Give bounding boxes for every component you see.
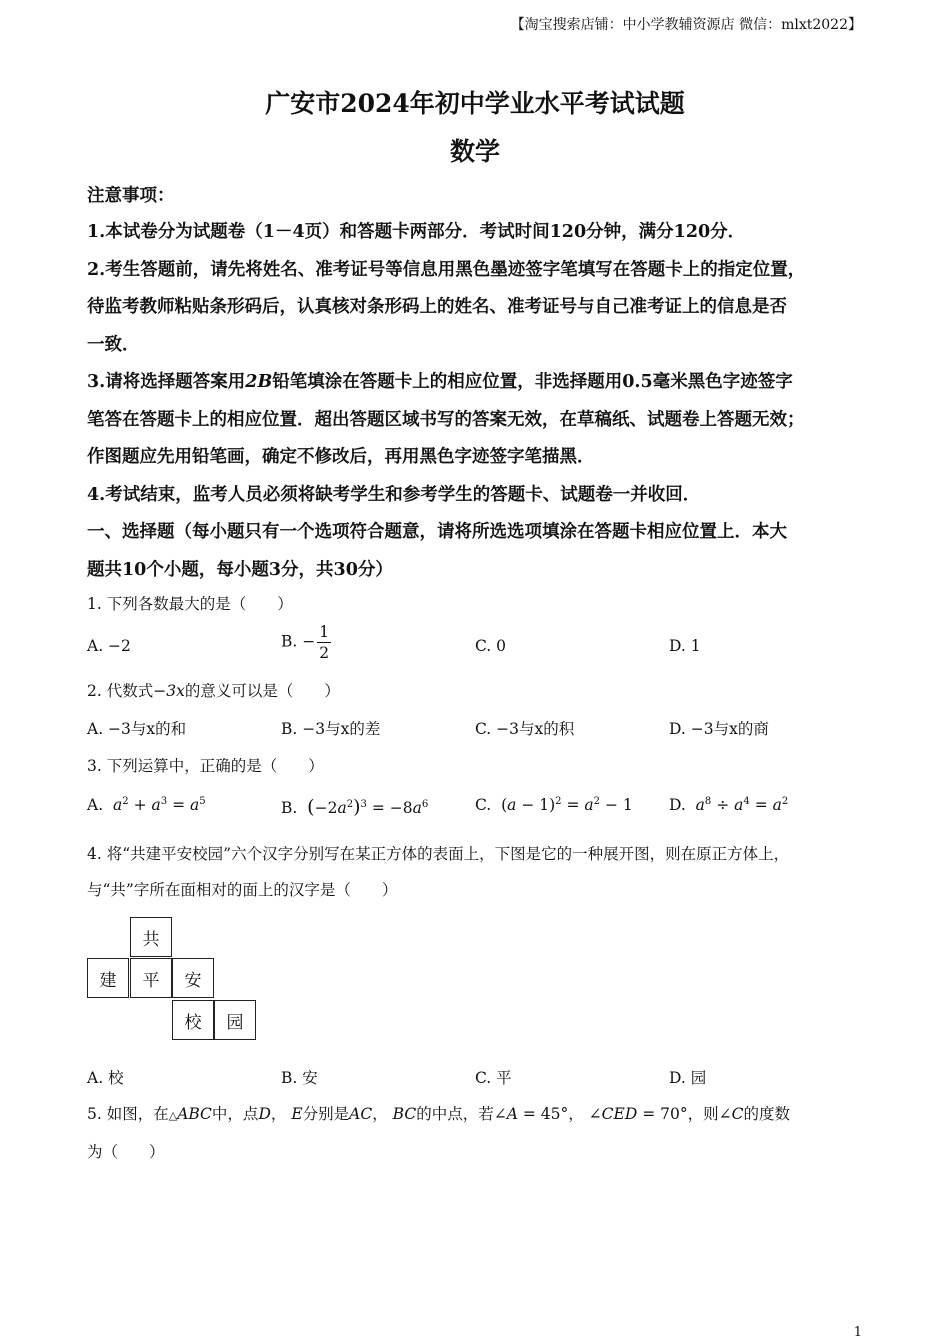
- q1-option-b: B. − $\frac{1}{2}$: [281, 623, 330, 662]
- cube-net-figure: [87, 917, 259, 1043]
- q1-option-c: C. 0: [475, 637, 507, 655]
- note-2-cont: 待监考教师粘贴条形码后，认真核对条形码上的姓名、准考证号与自己准考证上的信息是否: [87, 297, 787, 317]
- q3-option-a: A. $a^2 + a^3 = a^5$: [87, 795, 206, 814]
- note-3: 3.请将选择题答案用2B铅笔填涂在答题卡上的相应位置，非选择题用0.5毫米黑色字迹签字: [87, 372, 793, 392]
- q3-option-d: D. $a^8 \div a^4 = a^2$: [669, 795, 789, 814]
- q1-option-a: A. −2: [87, 637, 131, 655]
- question-4-stem-cont: 与“共”字所在面相对的面上的汉字是（ ）: [87, 881, 398, 899]
- exam-title: 广安市2024年初中学业水平考试试题: [265, 89, 685, 118]
- q1-option-d: D. 1: [669, 637, 701, 655]
- net-cell-gong: 共: [130, 917, 172, 957]
- question-5-stem-cont: 为（ ）: [87, 1143, 165, 1161]
- note-3-end: 作图题应先用铅笔画，确定不修改后，再用黑色字迹签字笔描黑．: [87, 447, 595, 467]
- section-heading: 一、选择题（每小题只有一个选项符合题意，请将所选选项填涂在答题卡相应位置上．本大: [87, 522, 787, 542]
- note-2: 2.考生答题前，请先将姓名、准考证号等信息用黑色墨迹签字笔填写在答题卡上的指定位置，: [87, 260, 806, 280]
- q3-option-b: B. $(-2a^2)^3 = -8a^6$: [281, 796, 429, 818]
- page-number: 1: [853, 1325, 862, 1340]
- question-3-stem: 3. 下列运算中，正确的是（ ）: [87, 757, 324, 775]
- net-cell-xiao: 校: [172, 1000, 214, 1040]
- net-cell-jian: 建: [87, 958, 129, 998]
- note-2-end: 一致．: [87, 335, 140, 355]
- section-heading-cont: 题共10个小题，每小题3分，共30分）: [87, 560, 393, 580]
- q4-option-d: D. 园: [669, 1069, 707, 1087]
- subject-title: 数学: [449, 137, 500, 166]
- note-4: 4.考试结束，监考人员必须将缺考学生和参考学生的答题卡、试题卷一并收回．: [87, 485, 701, 505]
- question-1-stem: 1. 下列各数最大的是（ ）: [87, 595, 293, 613]
- notes-heading: 注意事项：: [87, 186, 175, 206]
- question-5-stem: 5. 如图，在△ABC中，点D， E分别是AC， BC的中点，若∠A = 45°， ∠CED = 70°，则∠C的度数: [87, 1105, 790, 1123]
- note-3-cont: 笔答在答题卡上的相应位置．超出答题区域书写的答案无效，在草稿纸、试题卷上答题无效；: [87, 410, 805, 430]
- q2-option-d: D. −3与x的商: [669, 720, 769, 738]
- fraction: $\frac{1}{2}$: [319, 623, 330, 662]
- net-cell-an: 安: [172, 958, 214, 998]
- net-cell-yuan: 园: [214, 1000, 256, 1040]
- q2-option-b: B. −3与x的差: [281, 720, 381, 738]
- q4-option-b: B. 安: [281, 1069, 318, 1087]
- header-note: 【淘宝搜索店铺：中小学教辅资源店 微信：mlxt2022】: [510, 17, 862, 33]
- q2-option-a: A. −3与x的和: [87, 720, 187, 738]
- question-4-stem: 4. 将“共建平安校园”六个汉字分别写在某正方体的表面上，下图是它的一种展开图，则在原正方体上，: [87, 845, 790, 863]
- note-1: 1.本试卷分为试题卷（1－4页）和答题卡两部分．考试时间120分钟，满分120分．: [87, 222, 746, 242]
- question-2-stem: 2. 代数式−3x的意义可以是（ ）: [87, 682, 340, 700]
- q4-option-c: C. 平: [475, 1069, 512, 1087]
- net-cell-ping: 平: [130, 958, 172, 998]
- q2-option-c: C. −3与x的积: [475, 720, 575, 738]
- q3-option-c: C. $(a - 1)^2 = a^2 - 1$: [475, 795, 633, 814]
- q4-option-a: A. 校: [87, 1069, 124, 1087]
